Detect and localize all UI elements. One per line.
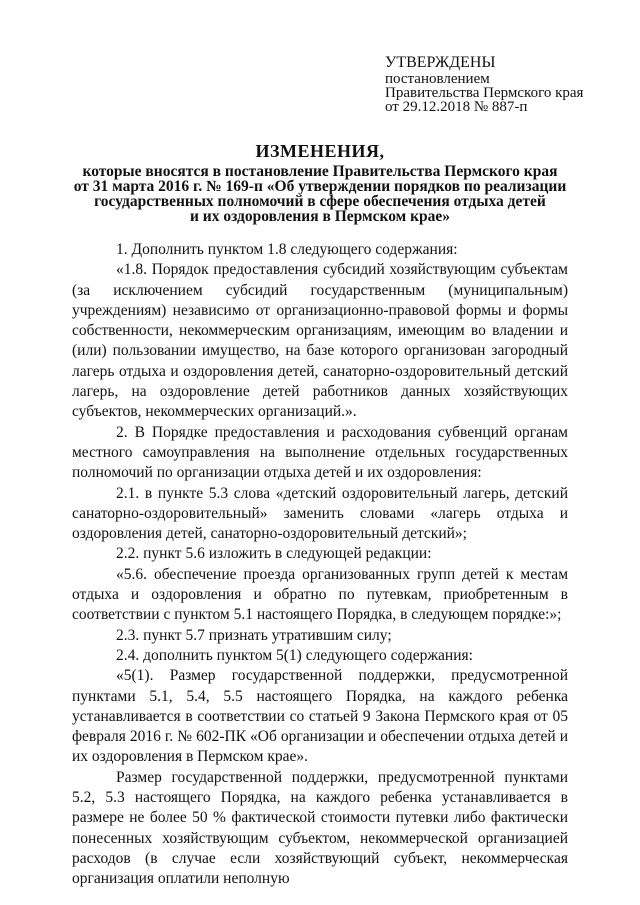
subtitle-line: государственных полномочий в сфере обеспечения отдыха детей — [94, 193, 546, 210]
paragraph: 2.4. дополнить пунктом 5(1) следующего содержания: — [116, 646, 473, 664]
document-body — [72, 240, 568, 890]
paragraph: 2.3. пункт 5.7 признать утратившим силу; — [116, 626, 392, 644]
approval-heading: УТВЕРЖДЕНЫ — [385, 54, 496, 71]
paragraph: «5.6. обеспечение проезда организованных групп детей к местам отдыха и оздоровления и обратно по путевкам, приобретенным в соответствии с пунктом 5.1 настоящего Порядка, в следующем порядке:»; — [72, 565, 568, 624]
document-title: ИЗМЕНЕНИЯ, — [255, 141, 385, 161]
paragraph: «1.8. Порядок предоставления субсидий хозяйствующим субъектам (за исключением субсидий государственным (муниципальным) учреждениям) независимо от организационно-правовой формы и формы собственности, некоммерческим организациям, имеющим во владении и (или) пользовании имущество, на базе которого организован загородный лагерь отдыха и оздоровления детей, санаторно-оздоровительный детский лагерь, на оздоровление детей работников данных хозяйствующих субъектов, некоммерческих организаций.». — [72, 261, 568, 421]
paragraph: 2. В Порядке предоставления и расходования субвенций органам местного самоуправления на выполнение отдельных государственных полномочий по организации отдыха детей и их оздоровления: — [72, 423, 568, 482]
subtitle-line: от 31 марта 2016 г. № 169-п «Об утверждении порядков по реализации — [73, 178, 567, 195]
paragraph: «5(1). Размер государственной поддержки, предусмотренной пунктами 5.1, 5.4, 5.5 настоящего Порядка, на каждого ребенка устанавливается в соответствии со статьей 9 Закона Пермского края от 05 февраля 2016 г. № 602-ПК «Об организации и обеспечении отдыха детей и их оздоровления в Пермском крае». — [72, 667, 568, 766]
approval-line: Правительства Пермского края — [385, 85, 584, 101]
approval-line: от 29.12.2018 № 887-п — [385, 99, 528, 115]
document-subtitle — [72, 164, 568, 224]
subtitle-line: которые вносятся в постановление Правительства Пермского края — [82, 163, 558, 180]
approval-stamp — [385, 55, 625, 114]
subtitle-line: и их оздоровления в Пермском крае» — [189, 208, 451, 225]
approval-line: постановлением — [385, 71, 490, 87]
paragraph: Размер государственной поддержки, предусмотренной пунктами 5.2, 5.3 настоящего Порядка, на каждого ребенка устанавливается в размере не более 50 % фактической стоимости путевки либо фактически понесенных хозяйствующим субъектом, некоммерческой организацией расходов (в случае если хозяйствующий субъект, некоммерческая организация оплатили неполную — [72, 768, 568, 888]
paragraph: 2.1. в пункте 5.3 слова «детский оздоровительный лагерь, детский санаторно-оздоровительный» заменить словами «лагерь отдыха и оздоровления детей, санаторно-оздоровительный детский»; — [72, 484, 568, 543]
paragraph: 1. Дополнить пунктом 1.8 следующего содержания: — [116, 241, 458, 258]
paragraph: 2.2. пункт 5.6 изложить в следующей редакции: — [116, 545, 432, 563]
